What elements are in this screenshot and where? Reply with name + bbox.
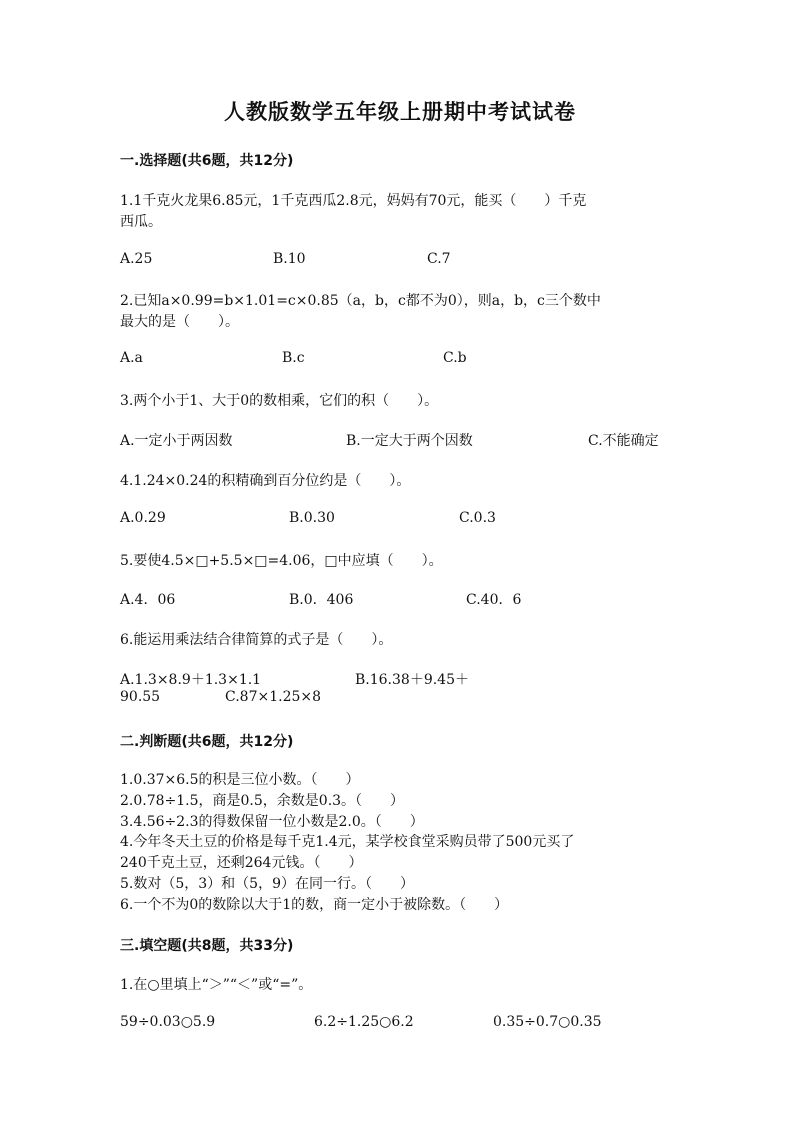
section-heading-choice: 一.选择题(共6题，共12分) — [120, 153, 294, 169]
question-text: 3.两个小于1、大于0的数相乘，它们的积（ ）。 — [120, 393, 439, 409]
judge-item: 2.0.78÷1.5，商是0.5，余数是0.3。（ ） — [120, 793, 405, 809]
option-b: B.c — [282, 350, 305, 366]
judge-item: 3.4.56÷2.3的得数保留一位小数是2.0。（ ） — [120, 814, 424, 830]
option-a: A.25 — [120, 251, 153, 267]
option-b: B.一定大于两个因数 — [346, 433, 473, 449]
question-text: 4.1.24×0.24的积精确到百分位约是（ ）。 — [120, 473, 411, 489]
question-text: 6.能运用乘法结合律简算的式子是（ ）。 — [120, 632, 393, 648]
option-a: A.a — [120, 350, 143, 366]
page-title: 人教版数学五年级上册期中考试试卷 — [224, 100, 576, 124]
judge-item: 5.数对（5，3）和（5，9）在同一行。（ ） — [120, 876, 414, 892]
option-c: C.不能确定 — [588, 433, 659, 449]
option-b: B.0．406 — [289, 592, 354, 608]
option-a: A.一定小于两因数 — [120, 433, 233, 449]
judge-item: 1.0.37×6.5的积是三位小数。（ ） — [120, 772, 360, 788]
question-text: 1.在○里填上“＞”“＜”或“=”。 — [120, 977, 313, 993]
option-c: C.87×1.25×8 — [225, 689, 322, 705]
option-b: B.0.30 — [289, 510, 335, 526]
option-b: B.16.38＋9.45＋ — [355, 672, 469, 688]
option-c: C.0.3 — [459, 510, 496, 526]
fill-item: 59÷0.03○5.9 — [120, 1014, 216, 1030]
question-text: 2.已知a×0.99=b×1.01=c×0.85（a，b，c都不为0），则a，b，c三个数中 — [120, 293, 601, 309]
fill-item: 0.35÷0.7○0.35 — [493, 1014, 602, 1030]
question-text: 5.要使4.5×□+5.5×□=4.06，□中应填（ ）。 — [120, 553, 443, 569]
option-c: C.b — [443, 350, 467, 366]
question-text: 最大的是（ ）。 — [120, 314, 239, 330]
section-heading-judge: 二.判断题(共6题，共12分) — [120, 734, 294, 750]
judge-item: 240千克土豆，还剩264元钱。（ ） — [120, 855, 363, 871]
judge-item: 6.一个不为0的数除以大于1的数，商一定小于被除数。（ ） — [120, 897, 509, 913]
question-text: 西瓜。 — [120, 214, 162, 230]
fill-item: 6.2÷1.25○6.2 — [314, 1014, 414, 1030]
option-c: C.7 — [427, 251, 451, 267]
option-a: A.4．06 — [120, 592, 176, 608]
judge-item: 4.今年冬天土豆的价格是每千克1.4元，某学校食堂采购员带了500元买了 — [120, 834, 575, 850]
option-a: A.0.29 — [120, 510, 166, 526]
option-c: C.40．6 — [466, 592, 522, 608]
option-b-continued: 90.55 — [120, 689, 161, 705]
option-a: A.1.3×8.9＋1.3×1.1 — [120, 672, 262, 688]
option-b: B.10 — [273, 251, 306, 267]
question-text: 1.1千克火龙果6.85元，1千克西瓜2.8元，妈妈有70元，能买（ ）千克 — [120, 193, 587, 209]
section-heading-fill: 三.填空题(共8题，共33分) — [120, 938, 294, 954]
